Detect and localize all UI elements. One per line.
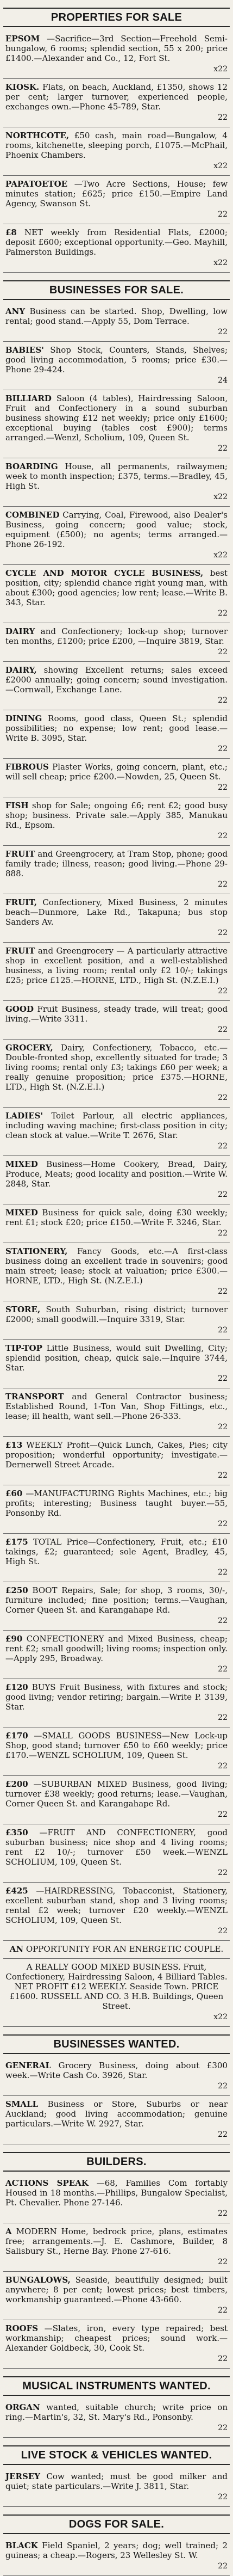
- classified-ad: [3, 1388, 230, 1437]
- ad-code: 22: [218, 1374, 228, 1383]
- classified-ad: [3, 1437, 230, 1485]
- ad-lead-word: DAIRY: [5, 626, 35, 636]
- classified-ad: [3, 662, 230, 710]
- ad-text: —SUBURBAN MIXED Business, good living; turnover £38 weekly; good returns; lease.—Vaughan, Corner Queen St. and Karangahape Rd.: [5, 1779, 228, 1809]
- section-heading: MUSICAL INSTRUMENTS WANTED.: [3, 2376, 230, 2396]
- ad-code: 22: [218, 2562, 228, 2571]
- ad-lead-word: ANY: [5, 306, 26, 316]
- classified-ad: [3, 2320, 230, 2369]
- ad-code: 22: [218, 2082, 228, 2091]
- ad-code: 22: [218, 832, 228, 840]
- section-heading: BUILDERS.: [3, 2152, 230, 2172]
- ad-code: 22: [218, 1665, 228, 1674]
- ad-code: 22: [218, 1927, 228, 1935]
- ad-code: 24: [218, 376, 228, 385]
- ad-code: 22: [218, 113, 228, 122]
- ad-code: 22: [218, 1616, 228, 1625]
- classified-ad: [3, 224, 230, 273]
- classified-ad: [3, 1040, 230, 1108]
- ad-text: OPPORTUNITY FOR AN ENERGETIC COUPLE.: [26, 1944, 224, 1954]
- ad-lead-word: LADIES': [5, 1111, 43, 1121]
- ad-lead-word: £13: [5, 1440, 23, 1450]
- ad-lead-word: GENERAL: [5, 2061, 52, 2070]
- ad-lead-word: GROCERY,: [5, 1043, 53, 1053]
- ad-lead-word: £175: [5, 1537, 28, 1547]
- ad-text: BOOT Repairs, Sale; for shop, 3 rooms, 30/-, furniture included; fine position; terms.—Vaughan, Corner Queen St. and Karangahape Rd.: [5, 1585, 228, 1615]
- ad-text: Business for quick sale, doing £30 weekly; rent £1; stock £20; price £150.—Write F. 3246, Star.: [5, 1208, 228, 1227]
- ad-lead-word: £425: [5, 1886, 28, 1896]
- ad-text: Business or Store, Suburbs or near Auckland; good living accommodation; genuine particulars.—Write W. 2927, Star.: [5, 2099, 228, 2129]
- ad-text: Field Spaniel, 2 years; dog; well trained; 2 guineas; a cheap.—Rogers, 23 Wellesley St. W.: [5, 2541, 228, 2560]
- classified-ad: [3, 943, 230, 1001]
- ad-code: 22: [218, 1762, 228, 1770]
- ad-code: 22: [218, 1093, 228, 1102]
- ad-lead-word: BLACK: [5, 2541, 38, 2550]
- ad-text: CONFECTIONERY and Mixed Business, cheap; rent £2; small goodwill; living rooms; inspection only.—Apply 295, Broadway.: [5, 1634, 228, 1663]
- ad-lead-word: DINING: [5, 714, 42, 723]
- ad-text: Cow wanted; must be good milker and quiet; state particulars.—Write J. 3811, Star.: [5, 2472, 228, 2491]
- ad-text: and General Contractor business; Established Round, 1-Ton Van, Shop Fittings, etc., lease; ill health, want sell.—Phone 26-333.: [5, 1392, 228, 1421]
- classified-ad: [3, 2096, 230, 2144]
- classified-ad: [3, 1204, 230, 1243]
- classified-ad: [3, 1156, 230, 1204]
- classified-ad: [3, 2223, 230, 2272]
- ad-code: 22: [218, 1229, 228, 1238]
- ad-text: BUYS Fruit Business, with fixtures and stock; good living; vendor retiring; bargain.—Write P. 3139, Star.: [5, 1682, 228, 1712]
- section-heading: BUSINESSES FOR SALE.: [3, 280, 230, 300]
- classified-ad: [3, 1941, 230, 1959]
- classified-ad: [3, 1001, 230, 1040]
- classified-ad: [3, 1776, 230, 1824]
- ad-lead-word: TIP-TOP: [5, 1343, 42, 1353]
- ad-lead-word: MIXED: [5, 1208, 38, 1218]
- ad-code: x22: [213, 493, 228, 501]
- ad-code: x22: [213, 551, 228, 560]
- ad-code: 22: [218, 1810, 228, 1819]
- section-heading: PROPERTIES FOR SALE: [3, 8, 230, 27]
- ad-text: TOTAL Price—Confectionery, Fruit, etc.; £10 takings, £2; guaranteed; sole Agent, Bradley, 45, High St.: [5, 1537, 228, 1566]
- ad-code: x22: [213, 162, 228, 170]
- classified-ad: [3, 30, 230, 79]
- ad-text: Fancy Goods, etc.—A first-class business doing an excellent trade in souvenirs; good main street; lease; stock at valuation; price £300.—HORNE, LTD., High St. (N.Z.E.I.): [5, 1246, 228, 1286]
- ad-code: 22: [218, 1471, 228, 1480]
- classified-page: [0, 8, 233, 2571]
- ad-code: 22: [218, 783, 228, 792]
- ad-text: Seaside, beautifully designed; built anywhere; 8 per cent; lowest prices; best timbers, workmanship guaranteed.—Phone 43-660.: [5, 2275, 228, 2304]
- ad-text: —68, Families Com fortably Housed in 18 months.—Phillips, Bungalow Specialist, Pt. Chevalier. Phone 27-146.: [5, 2178, 228, 2208]
- ad-text: —SMALL GOODS BUSINESS—New Lock-up Shop, good stand; turnover £50 to £60 weekly; price £170.—WENZL SCHOLIUM, 109, Queen St.: [5, 1731, 228, 1760]
- section-heading: DOGS FOR SALE.: [3, 2514, 230, 2534]
- ad-text: —Two Acre Sections, House; few minutes station; £625; price £150.—Empire Land Agency, Swanson St.: [5, 179, 228, 208]
- ad-lead-word: FISH: [5, 801, 29, 810]
- classified-ad: [3, 2537, 230, 2576]
- ad-code: 22: [218, 2493, 228, 2501]
- classified-ad: [3, 1824, 230, 1883]
- ad-text: Toilet Parlour, all electric appliances, including waving machine; first-class position in city; clean stock at value.—Write T. 2676, Star.: [5, 1111, 228, 1140]
- ad-code: 22: [218, 1190, 228, 1199]
- ad-lead-word: EPSOM: [5, 34, 40, 44]
- ad-lead-word: £8: [5, 228, 17, 237]
- ad-lead-word: STORE,: [5, 1305, 41, 1314]
- ad-text: Business can be started. Shop, Dwelling, low rental; good stand.—Apply 55, Dom Terrace.: [5, 306, 228, 326]
- ad-lead-word: £200: [5, 1779, 28, 1789]
- ad-text: House, all permanents, railwaymen; week to month inspection; £375, terms.—Bradley, 45, High St.: [5, 462, 228, 491]
- ad-text: best position, city; splendid chance right young man, with about £300; good agencies; low rent; lease.—Write B. 343, Star.: [5, 568, 228, 607]
- ad-code: 22: [218, 328, 228, 336]
- classified-ad: [3, 1582, 230, 1631]
- ad-text: and Greengrocery, at Tram Stop, phone; good family trade; illness, reason; good living.—Phone 29-888.: [5, 849, 228, 878]
- ad-lead-word: ROOFS: [5, 2323, 39, 2333]
- classified-ad: [3, 2057, 230, 2096]
- ad-lead-word: FRUIT: [5, 849, 35, 859]
- ad-text: —Sacrifice—3rd Section—Freehold Semi-bungalow, 6 rooms; splendid section, 55 x 200; price £1400.—Alexander and Co., 12, Fort St.: [5, 34, 228, 63]
- ad-code: 22: [218, 1568, 228, 1577]
- ad-code: 22: [218, 444, 228, 453]
- ad-code: 22: [218, 1520, 228, 1528]
- ad-code: 22: [218, 1142, 228, 1151]
- classified-ad: [3, 2468, 230, 2507]
- ad-lead-word: BOARDING: [5, 462, 58, 471]
- ad-lead-word: A: [5, 2227, 12, 2236]
- classified-ad: [3, 458, 230, 507]
- classified-ad: [3, 1340, 230, 1388]
- classified-ad: [3, 1631, 230, 1679]
- ad-lead-word: ORGAN: [5, 2402, 40, 2412]
- ad-lead-word: BABIES': [5, 345, 44, 355]
- ad-text: Saloon (4 tables), Hairdressing Saloon, Fruit and Confectionery in a sound suburban business showing £12 net weekly; price only £1600; exceptional buying (tables cost £900); terms arranged.—Wenzl, Scholium, 109, Queen St.: [5, 394, 228, 442]
- classified-ad: [3, 1243, 230, 1301]
- ad-lead-word: NORTHCOTE,: [5, 131, 70, 140]
- ad-code: x22: [213, 259, 228, 267]
- ad-text: A REALLY GOOD MIXED BUSINESS. Fruit, Confectionery, Hairdressing Saloon, 4 Billiard Tables. NET PROFIT £12 WEEKLY. Seaside Town. PRICE £1600. RUSSELL AND CO. 3 H.B. Buildings, Queen Street.: [5, 1962, 228, 2011]
- ad-lead-word: MIXED: [5, 1159, 38, 1169]
- ad-text: Flats, on beach, Auckland, £1350, shows 12 per cent; larger turnover, experienced people, exchanges own.—Phone 45-789, Star.: [5, 82, 228, 112]
- ad-text: —MANUFACTURING Rights Machines, etc.; big profits; interesting; Business taught buyer.—55, Ponsonby Rd.: [5, 1489, 228, 1518]
- classified-ad: [3, 1108, 230, 1156]
- ad-lead-word: FRUIT,: [5, 897, 37, 907]
- section-heading: LIVE STOCK & VEHICLES WANTED.: [3, 2445, 230, 2465]
- classified-ad: [3, 1959, 230, 2027]
- classified-ad: [3, 894, 230, 943]
- ad-text: Little Business, would suit Dwelling, City; splendid position, cheap, quick sale.—Inquire 3744, Star.: [5, 1343, 228, 1373]
- classified-ad: [3, 303, 230, 342]
- classified-ad: [3, 127, 230, 176]
- ad-code: 22: [218, 2130, 228, 2139]
- ad-text: shop for Sale; ongoing £6; rent £2; good busy shop; business. Private sale.—Apply 385, Manukau Rd., Epsom.: [5, 801, 228, 830]
- ad-lead-word: GOOD: [5, 1004, 34, 1014]
- classified-ad: [3, 2272, 230, 2320]
- ad-text: WEEKLY Profit—Quick Lunch, Cakes, Pies; city proposition; wonderful opportunity; investigate.—Dernerwell Street Arcade.: [5, 1440, 228, 1470]
- ad-code: 22: [218, 1868, 228, 1877]
- classified-ad: [3, 623, 230, 662]
- ad-text: Grocery Business, doing about £300 week.—Write Cash Co. 3926, Star.: [5, 2061, 228, 2080]
- ad-lead-word: KIOSK.: [5, 82, 40, 92]
- ad-code: 22: [218, 745, 228, 753]
- classified-ad: [3, 565, 230, 623]
- ad-text: £50 cash, main road—Bungalow, 4 rooms, kitchenette, sleeping porch, £1075.—McPhail, Phoenix Chambers.: [5, 131, 228, 160]
- ad-text: wanted, suitable church; write price on ring.—Martin's, 32, St. Mary's Rd., Ponsonby.: [5, 2402, 228, 2422]
- classified-ad: [3, 1534, 230, 1582]
- ad-text: South Suburban, rising district; turnover £2000; small goodwill.—Inquire 3319, Star.: [5, 1305, 228, 1324]
- classified-ad: [3, 759, 230, 797]
- section-heading: BUSINESSES WANTED.: [3, 2034, 230, 2054]
- ad-lead-word: AN: [9, 1944, 24, 1954]
- ad-code: 22: [218, 2354, 228, 2363]
- classified-ad: [3, 2175, 230, 2223]
- ad-code: 22: [218, 929, 228, 937]
- ad-text: Plaster Works, going concern, plant, etc.; will sell cheap; price £200.—Nowden, 25, Queen St.: [5, 762, 228, 782]
- classified-ad: [3, 342, 230, 390]
- classified-ad: [3, 1727, 230, 1776]
- ad-text: and Greengrocery — A particularly attractive shop in excellent position, and a well-established business, a living room; rental only £2 10/-; takings £25; price £125.—HORNE, LTD., High St. (N.Z.E.I.): [5, 946, 228, 985]
- ad-text: NET weekly from Residential Flats, £2000; deposit £600; exceptional opportunity.—Geo. Mayhill, Palmerston Buildings.: [5, 228, 228, 257]
- classified-ad: [3, 2399, 230, 2438]
- ad-text: Shop Stock, Counters, Stands, Shelves; good living accommodation, 5 rooms; price £30.—Phone 29-424.: [5, 345, 228, 374]
- ad-text: and Confectionery; lock-up shop; turnover ten months, £1200; price £200, —Inquire 3819, Star.: [5, 626, 228, 646]
- ad-lead-word: STATIONERY,: [5, 1246, 68, 1256]
- ad-text: showing Excellent returns; sales exceed £2000 annually; going concern; sound investigation.—Cornwall, Exchange Lane.: [5, 665, 228, 694]
- ad-code: 22: [218, 1287, 228, 1296]
- classified-ad: [3, 507, 230, 565]
- classified-ad: [3, 846, 230, 894]
- ad-code: 22: [218, 648, 228, 656]
- ad-lead-word: JERSEY: [5, 2472, 40, 2481]
- ad-lead-word: FRUIT: [5, 946, 35, 956]
- ad-code: x22: [213, 2013, 228, 2021]
- ad-lead-word: TRANSPORT: [5, 1392, 64, 1401]
- ad-lead-word: CYCLE AND MOTOR CYCLE BUSINESS,: [5, 568, 204, 578]
- ad-text: Rooms, good class, Queen St.; splendid possibilities; no expense; low rent; good lease.—Write B. 3095, Star.: [5, 714, 228, 743]
- ad-code: 22: [218, 2209, 228, 2218]
- ad-code: 22: [218, 1423, 228, 1431]
- ad-lead-word: BILLIARD: [5, 394, 52, 403]
- ad-text: Confectionery, Mixed Business, 2 minutes beach—Dunmore, Lake Rd., Takapuna; bus stop Sanders Av.: [5, 897, 228, 927]
- ad-text: —HAIRDRESSING, Tobacconist, Stationery, excellent suburban stand, shop and 3 living rooms; rental £2 week; turnover £20 weekly.—WENZL SCHOLIUM, 109, Queen St.: [5, 1886, 228, 1925]
- ad-lead-word: £120: [5, 1682, 28, 1692]
- ad-lead-word: BUNGALOWS,: [5, 2275, 71, 2285]
- ad-lead-word: £60: [5, 1489, 23, 1498]
- classified-ad: [3, 176, 230, 224]
- ad-text: Fruit Business, steady trade, will treat; good living.—Write 3311.: [5, 1004, 228, 1024]
- classified-ad: [3, 390, 230, 458]
- ad-text: Business—Home Cookery, Bread, Dairy, Produce, Meats; good locality and position.—Write W. 2848, Star.: [5, 1159, 228, 1189]
- classified-ad: [3, 1679, 230, 1727]
- ad-code: 22: [218, 1025, 228, 1034]
- ad-text: Dairy, Confectionery, Tobacco, etc.—Double-fronted shop, excellently situated for trade; 3 living rooms; rental only £3; takings £60 per week; a really genuine proposition; price £375.—HORNE, LTD., High St. (N.Z.E.I.): [5, 1043, 228, 1092]
- ad-code: 22: [218, 2306, 228, 2315]
- ad-text: —Slates, iron, every type repaired; best workmanship; cheapest prices; sound work.—Alexander Goldbeck, 30, Cook St.: [5, 2323, 228, 2353]
- ad-text: —FRUIT AND CONFECTIONERY, good suburban business; nice shop and 4 living rooms; rent £2 10/-; turnover £50 week.—WENZL SCHOLIUM, 109, Queen St.: [5, 1828, 228, 1867]
- ad-code: 22: [218, 696, 228, 705]
- ad-code: 22: [218, 210, 228, 219]
- classified-ad: [3, 79, 230, 127]
- ad-code: 22: [218, 2424, 228, 2432]
- ad-lead-word: SMALL: [5, 2099, 39, 2109]
- ad-text: MODERN Home, bedrock price, plans, estimates free; arrangements.—J. E. Cashmore, Builder, 8 Salisbury St., Herne Bay. Phone 27-616.: [5, 2227, 228, 2256]
- ad-lead-word: COMBINED: [5, 510, 60, 520]
- classified-ad: [3, 1485, 230, 1534]
- ad-code: 22: [218, 1713, 228, 1722]
- ad-lead-word: £90: [5, 1634, 23, 1644]
- ad-lead-word: ACTIONS SPEAK: [5, 2178, 89, 2188]
- classified-ad: [3, 1301, 230, 1340]
- ad-lead-word: FIBROUS: [5, 762, 49, 772]
- ad-lead-word: £170: [5, 1731, 28, 1741]
- ad-code: 22: [218, 2258, 228, 2266]
- ad-lead-word: DAIRY,: [5, 665, 37, 675]
- ad-code: 22: [218, 987, 228, 995]
- ad-code: 22: [218, 609, 228, 618]
- ad-lead-word: £250: [5, 1585, 28, 1595]
- ad-lead-word: £350: [5, 1828, 28, 1837]
- ad-text: Carrying, Coal, Firewood, also Dealer's Business, going concern; good value; stock, equipment (£500); no agents; terms arranged.—Phone 26-192.: [5, 510, 228, 549]
- ad-code: 22: [218, 1326, 228, 1335]
- ad-code: 22: [218, 880, 228, 889]
- classified-ad: [3, 797, 230, 846]
- ad-code: x22: [213, 65, 228, 73]
- classified-ad: [3, 1883, 230, 1941]
- ad-lead-word: PAPATOETOE: [5, 179, 68, 189]
- classified-ad: [3, 710, 230, 759]
